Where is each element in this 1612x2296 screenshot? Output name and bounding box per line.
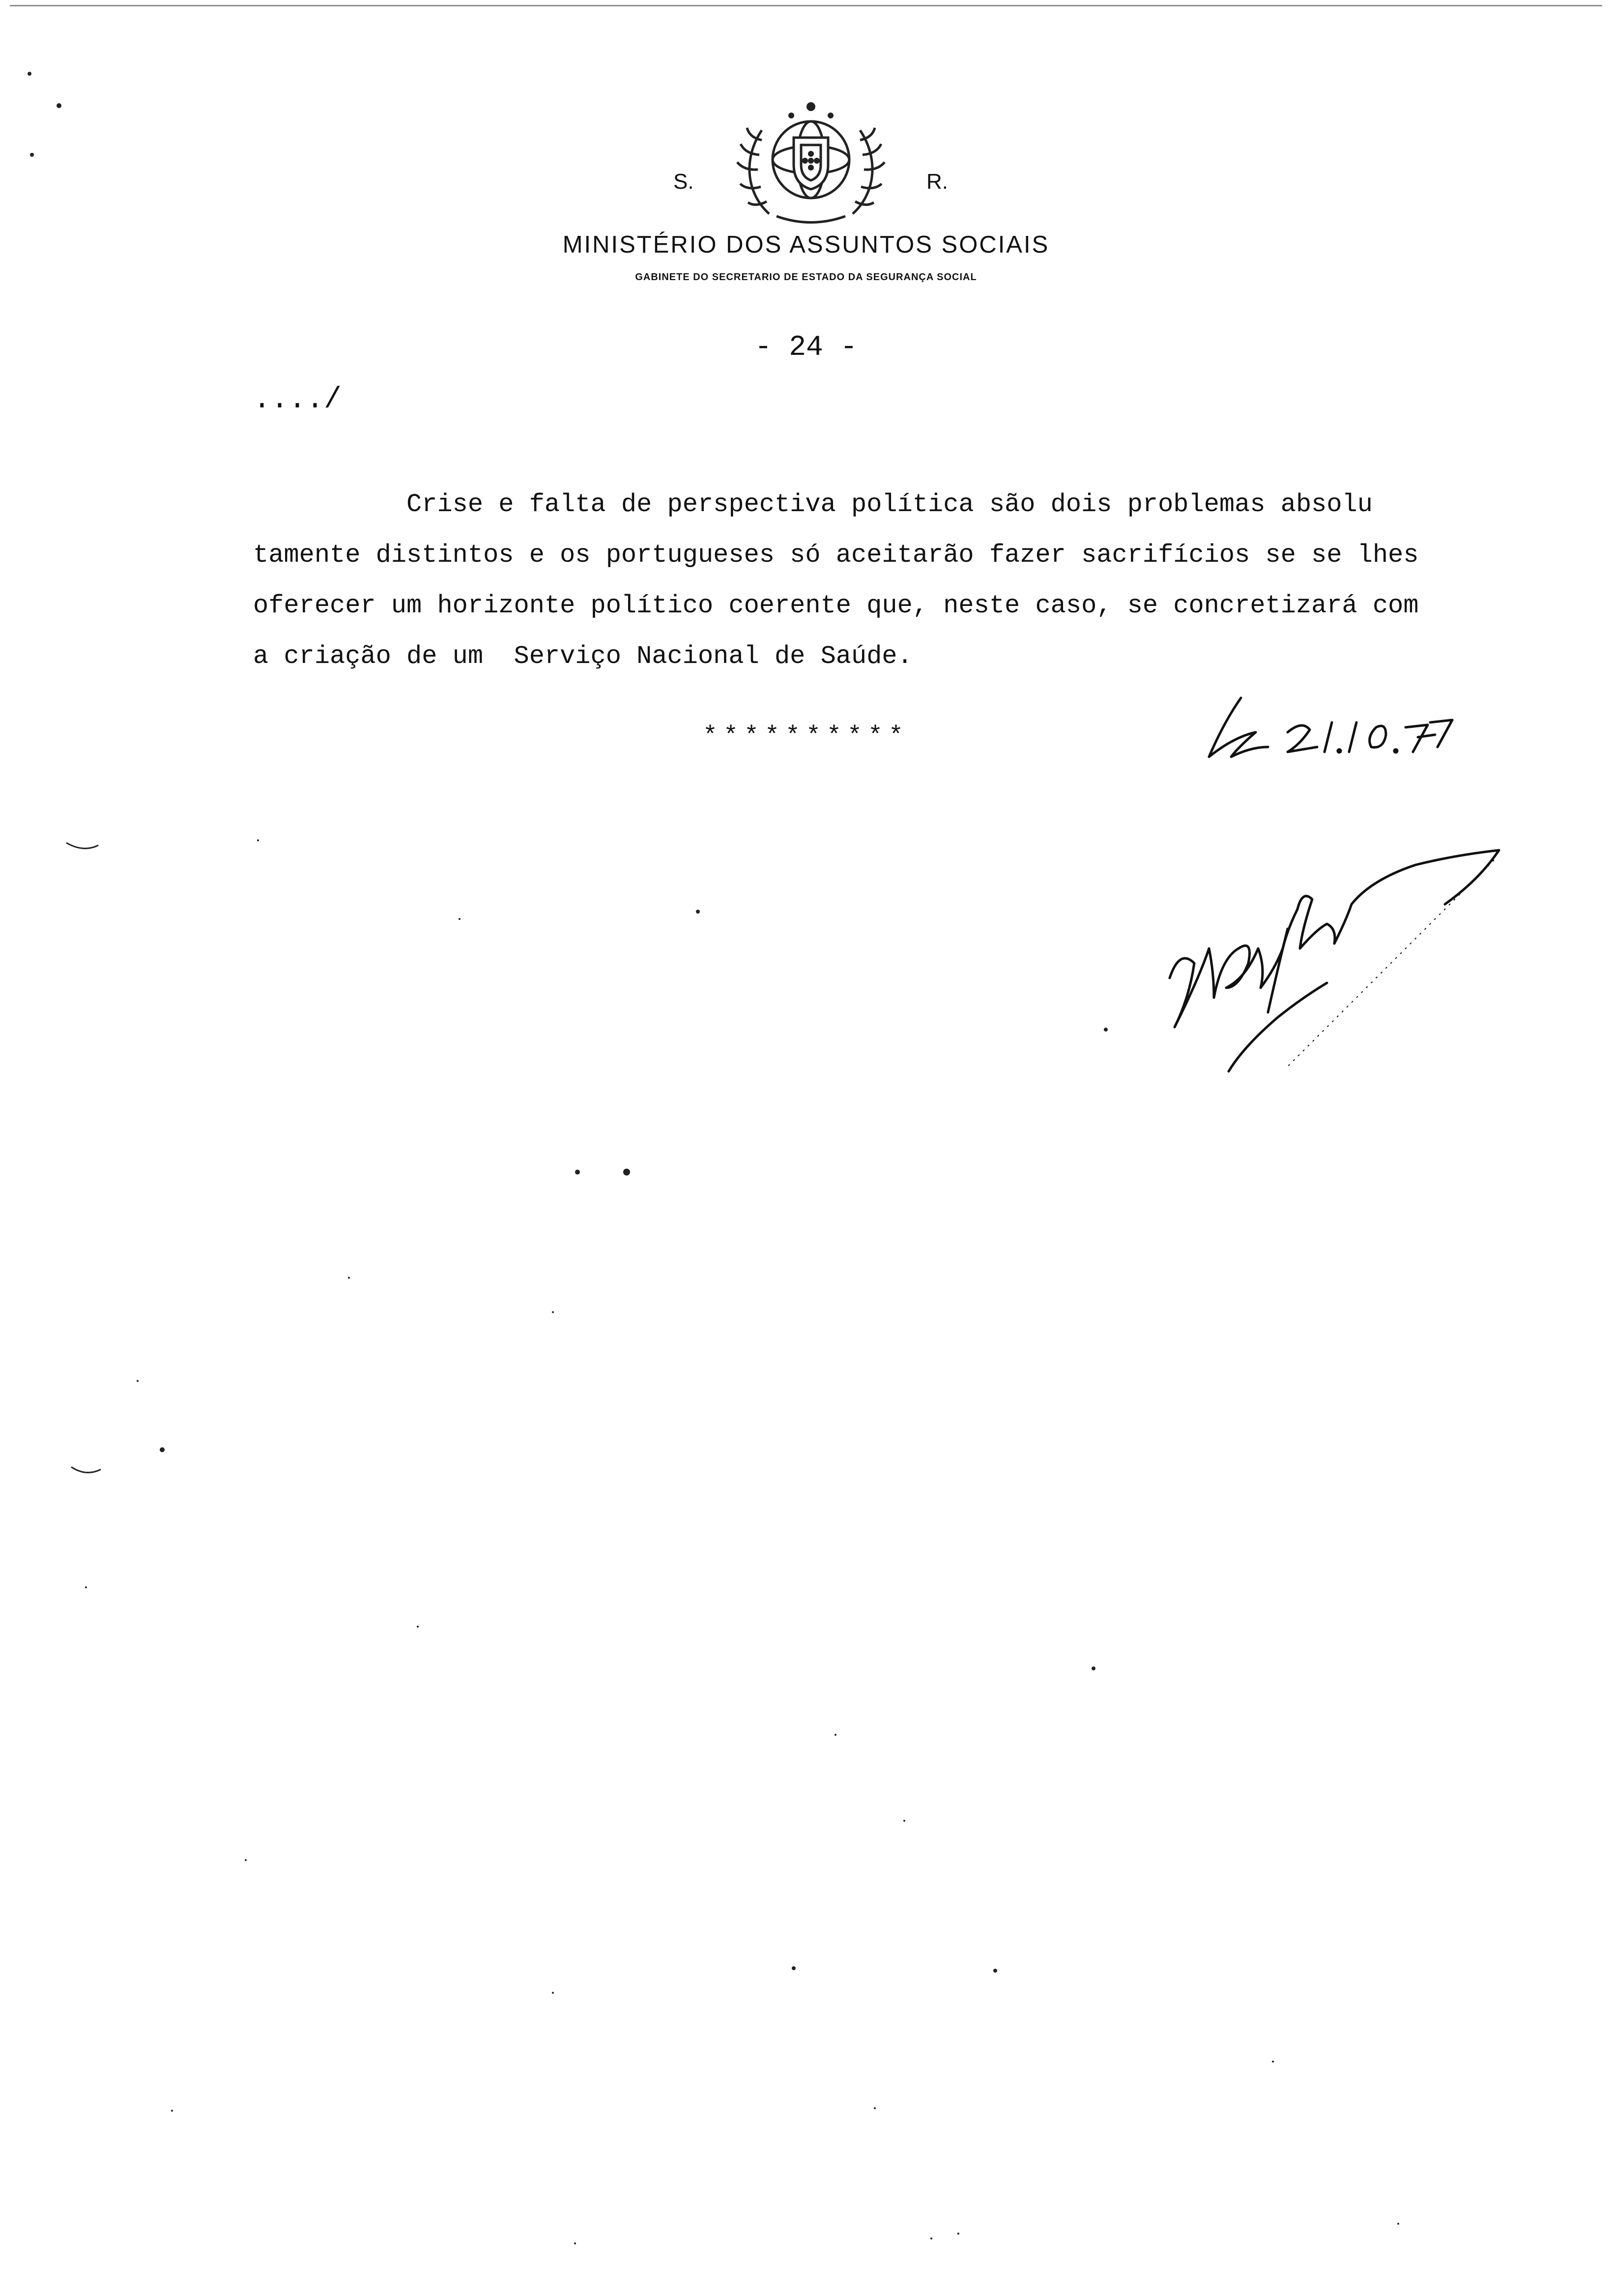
page-number: - 24 - xyxy=(754,332,858,364)
header-letter-s: S. xyxy=(673,170,694,194)
body-line: a criação de um Serviço Nacional de Saúde. xyxy=(253,642,913,671)
separator-asterisks: ********** xyxy=(702,722,910,750)
body-line: tamente distintos e os portugueses só aceitarão fazer sacrifícios se se lhes xyxy=(253,541,1419,570)
continuation-mark: ..../ xyxy=(253,383,342,417)
header-letter-r: R. xyxy=(926,170,948,194)
body-line: Crise e falta de perspectiva política são dois problemas absolu xyxy=(253,490,1373,519)
body-line: oferecer um horizonte político coerente que, neste caso, se concretizará com xyxy=(253,591,1419,620)
ministry-title: MINISTÉRIO DOS ASSUNTOS SOCIAIS xyxy=(562,231,1050,258)
cabinet-subtitle: GABINETE DO SECRETARIO DE ESTADO DA SEGURANÇA SOCIAL xyxy=(635,272,977,283)
